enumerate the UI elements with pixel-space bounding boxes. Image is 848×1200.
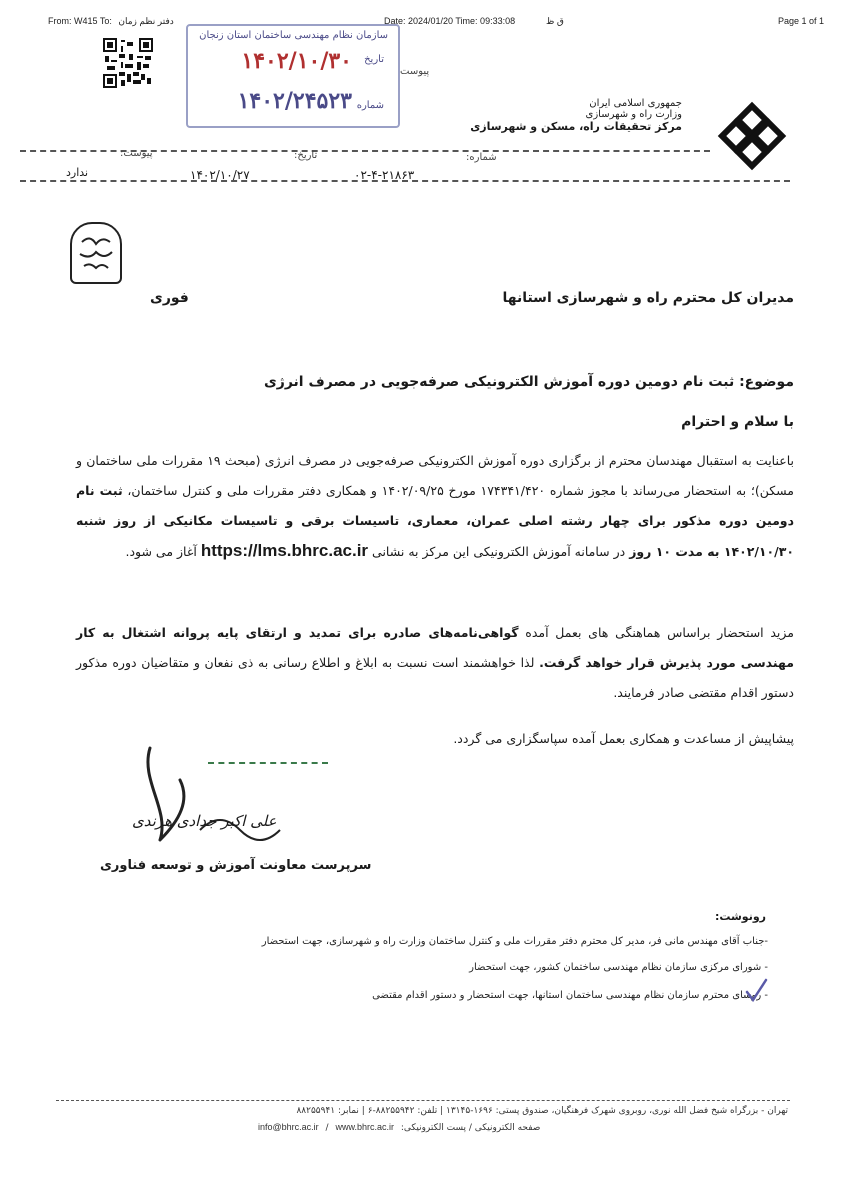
- stamp-number: ۱۴۰۲/۲۴۵۲۳: [237, 88, 352, 114]
- energy-seal-icon: [70, 222, 122, 284]
- cc-item-2: - شورای مرکزی سازمان نظام مهندسی ساختمان کشور، جهت استحضار: [469, 962, 768, 973]
- footer-rule: [56, 1100, 790, 1101]
- recipient: مدیران کل محترم راه و شهرسازی استانها: [502, 290, 794, 306]
- urgency-label: فوری: [150, 290, 189, 306]
- body-p2-text-2: لذا خواهشمند است نسبت به ابلاغ و اطلاع رسانی به ذی نفعان و متقاضیان دوره مذکور دستور اقدام مقتضی صادر فرمایند.: [76, 655, 794, 700]
- footer-web-label: صفحه الکترونیکی / پست الکترونیکی:: [400, 1123, 541, 1133]
- bhrc-logo-icon: [716, 100, 788, 172]
- meta-rule-bottom: [20, 180, 790, 182]
- attachment-label: پیوست: [400, 66, 430, 77]
- stamp-date: ۱۴۰۲/۱۰/۳۰: [241, 48, 352, 74]
- body-paragraph-3: پیشاپیش از مساعدت و همکاری بعمل آمده سپاسگزاری می گردد.: [453, 731, 794, 746]
- body-p1-bold: ثبت نام دومین دوره مذکور برای چهار رشته اصلی عمران، معماری، تاسیسات برقی و تاسیسات مکانیکی از روز شنبه ۱۴۰۲/۱۰/۳۰ به مدت ۱۰ روز: [76, 483, 794, 559]
- qr-code-icon: [103, 38, 153, 88]
- fax-from: [48, 16, 174, 27]
- checkmark-icon: [744, 978, 768, 1004]
- ministry-center: مرکز تحقیقات راه، مسکن و شهرسازی: [470, 120, 682, 133]
- cc-item-3: - روسای محترم سازمان نظام مهندسی ساختمان استانها، جهت استحضار و دستور اقدام مقتضی: [372, 990, 768, 1001]
- ministry-line1: جمهوری اسلامی ایران: [589, 98, 682, 109]
- fax-mark: ق ظ: [546, 16, 564, 26]
- body-p1-text-2: در سامانه آموزش الکترونیکی این مرکز به نشانی: [368, 544, 630, 559]
- lms-url-link[interactable]: https://lms.bhrc.ac.ir: [200, 541, 369, 560]
- meta-date-label: تاریخ:: [294, 150, 318, 161]
- fax-datetime: Date: 2024/01/20 Time: 09:33:08: [384, 16, 516, 26]
- body-p2-bold: گواهی‌نامه‌های صادره برای تمدید و ارتقای پایه پروانه اشتغال به کار مهندسی مورد پذیرش قرار خواهد گرفت.: [76, 625, 794, 670]
- fax-from-label: From: W415 To:: [48, 16, 112, 26]
- cc-item-1: -جناب آقای مهندس مانی فر، مدیر کل محترم دفتر مقررات ملی و کنترل ساختمان وزارت راه و شهرسازی، جهت استحضار: [261, 936, 768, 947]
- stamp-org: سازمان نظام مهندسی ساختمان استان زنجان: [199, 30, 388, 41]
- received-stamp: [186, 24, 400, 128]
- body-p2-text: مزید استحضار براساس هماهنگی های بعمل آمده: [518, 625, 795, 640]
- handwritten-signature-icon: [110, 740, 310, 850]
- meta-number: ۰۲-۴-۲۱۸۶۳: [354, 168, 415, 182]
- meta-date: ۱۴۰۲/۱۰/۲۷: [190, 168, 250, 182]
- stamp-number-label: شماره: [356, 100, 384, 111]
- cc-label: رونوشت:: [714, 910, 766, 923]
- body-paragraph-1: [76, 446, 794, 567]
- subject: موضوع: ثبت نام دومین دوره آموزش الکترونیکی صرفه‌جویی در مصرف انرژی: [263, 374, 794, 390]
- footer-address: تهران - بزرگراه شیخ فضل الله نوری، روبروی شهرک فرهنگیان، صندوق پستی: ۱۶۹۶-۱۳۱۴۵ | تلفن: ۸۸۲۵۵۹۴۲-۶ | نمابر: ۸۸۲۵۵۹۴۱: [296, 1106, 788, 1116]
- fax-from-note: دفتر نظم زمان: [118, 16, 174, 26]
- body-p1-end: آغاز می شود.: [125, 544, 201, 559]
- stamp-date-label: تاریخ: [364, 54, 384, 65]
- signatory-title: سرپرست معاونت آموزش و توسعه فناوری: [100, 858, 372, 873]
- body-p1-text: باعنایت به استقبال مهندسان محترم از برگزاری دوره آموزش الکترونیکی صرفه‌جویی در مصرف انرژی (مبحث ۱۹ مقررات ملی ساختمان و مسکن)؛ به استحضار می‌رساند با مجوز شماره ۱۷۴۳۴۱/۴۲۰ مورخ ۱۴۰۲/۰۹/۲۵ و همکاری دفتر مقررات ملی و کنترل ساختمان،: [76, 453, 794, 498]
- ministry-line2: وزارت راه و شهرسازی: [585, 109, 682, 120]
- ministry-header: [470, 98, 682, 133]
- fax-page: Page 1 of 1: [778, 16, 825, 26]
- meta-attach: ندارد: [66, 166, 89, 179]
- footer-website[interactable]: www.bhrc.ac.ir: [335, 1122, 394, 1132]
- meta-number-label: شماره:: [466, 152, 497, 163]
- footer-contact: info@bhrc.ac.ir / www.bhrc.ac.ir صفحه الکترونیکی / پست الکترونیکی:: [258, 1122, 541, 1133]
- greeting: با سلام و احترام: [681, 414, 794, 430]
- seal-calligraphy-icon: [72, 224, 120, 282]
- footer-email[interactable]: info@bhrc.ac.ir: [258, 1122, 319, 1132]
- signatory-name: علی اکبر جدادی هرندی: [132, 812, 277, 830]
- meta-attach-label: پیوست:: [120, 148, 153, 159]
- body-paragraph-2: [76, 618, 794, 708]
